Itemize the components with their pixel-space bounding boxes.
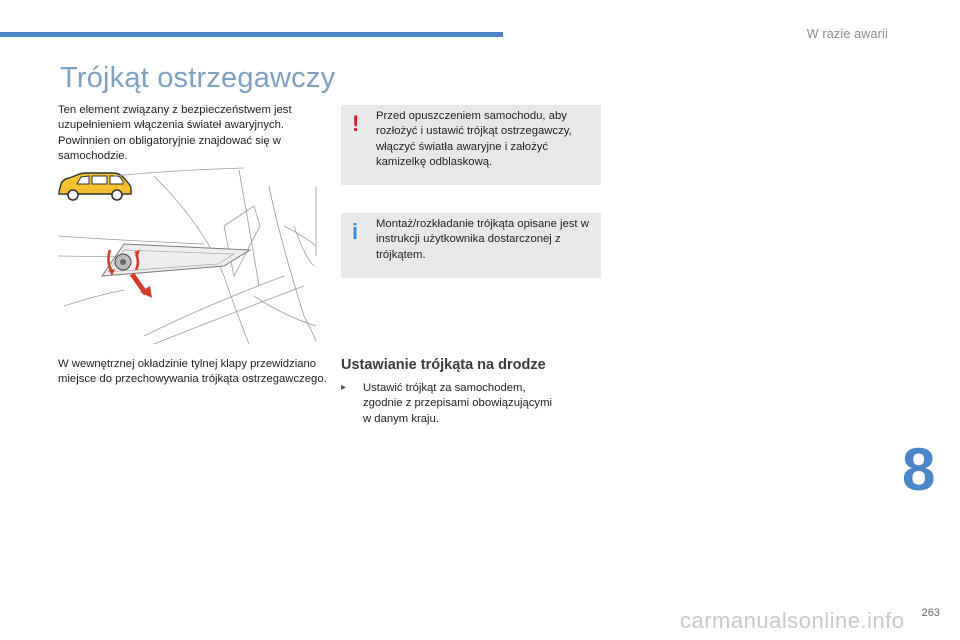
page-number: 263 — [921, 607, 940, 619]
section-heading: Ustawianie trójkąta na drodze — [341, 357, 546, 373]
warning-box — [341, 105, 601, 185]
intro-paragraph: Ten element związany z bezpieczeństwem jest uzupełnieniem włączenia świateł awaryjnych. Powinnien on obligatoryjnie znajdować się w samochodzie. — [58, 104, 292, 163]
info-icon: i — [352, 219, 359, 244]
page-title: Trójkąt ostrzegawczy — [60, 62, 336, 94]
bullet-text: Ustawić trójkąt za samochodem, zgodnie z przepisami obowiązującymi w danym kraju. — [363, 382, 552, 425]
warning-text: Przed opuszczeniem samochodu, aby rozłożyć i ustawić trójkąt ostrzegawczy, włączyć światła awaryjne i założyć kamizelkę odblaskową. — [376, 110, 572, 169]
watermark: carmanualsonline.info — [680, 608, 905, 633]
storage-paragraph: W wewnętrznej okładzinie tylnej klapy przewidziano miejsce do przechowywania trójkąta ostrzegawczego. — [58, 358, 327, 386]
header-accent-bar — [0, 32, 503, 37]
trunk-lid-illustration — [54, 166, 320, 346]
exclamation-icon: ! — [352, 111, 360, 136]
section-label: W razie awarii — [806, 27, 888, 41]
chapter-number: 8 — [902, 436, 936, 503]
info-box — [341, 213, 601, 278]
arrow-bullet-icon: ▸ — [341, 382, 347, 393]
info-text: Montaż/rozkładanie trójkąta opisane jest w instrukcji użytkownika dostarczonej z trójkątem. — [376, 218, 589, 261]
